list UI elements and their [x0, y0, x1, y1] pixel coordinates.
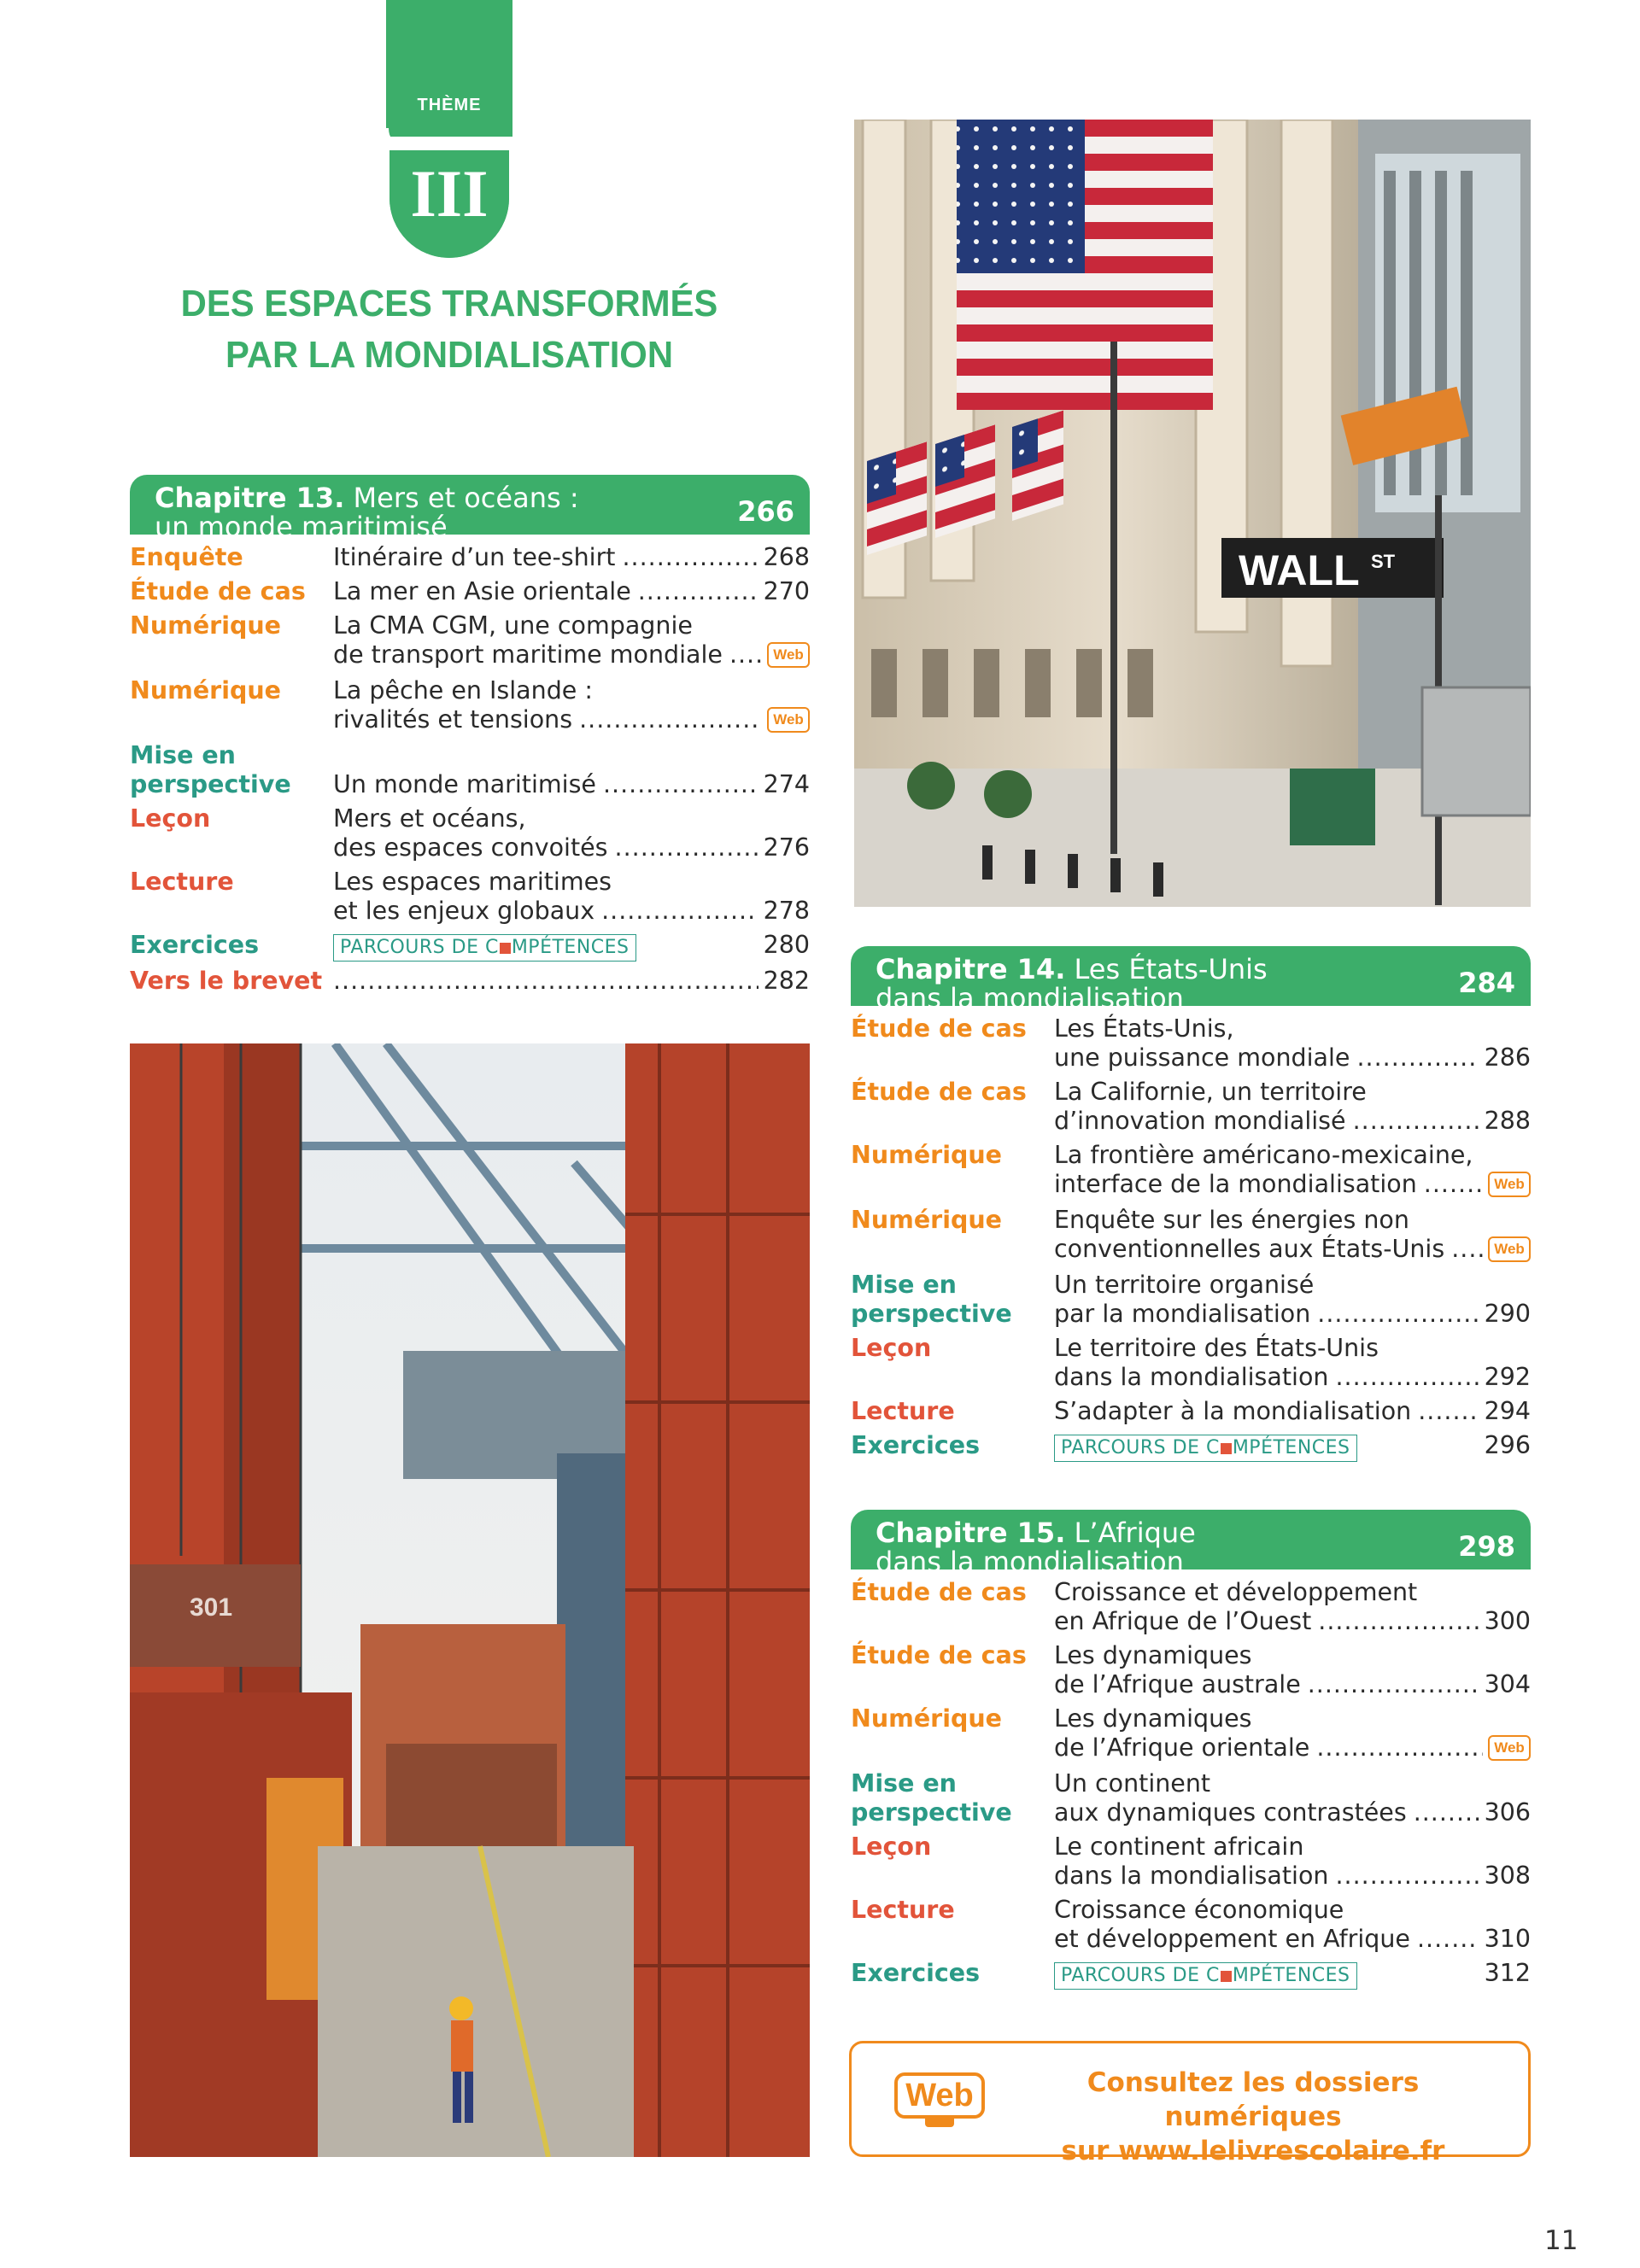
square-o-icon — [500, 943, 511, 954]
chapter-15-entries — [851, 1578, 1531, 1990]
toc-entry-title: d’innovation mondialisé — [1054, 1107, 1346, 1135]
toc-entry-page: 270 — [763, 577, 810, 605]
chapter-14-entries — [851, 1014, 1531, 1462]
toc-entry-text — [333, 577, 810, 606]
toc-entry-category: Numérique — [130, 676, 282, 704]
parcours-competences-badge[interactable] — [1054, 1435, 1357, 1462]
toc-entry-page: 280 — [763, 931, 810, 959]
wall-street-photo — [854, 120, 1531, 907]
toc-entry-text — [1054, 1141, 1531, 1201]
toc-entry[interactable] — [130, 804, 810, 862]
chapter-14-number: Chapitre 14. — [876, 953, 1066, 985]
parcours-label-start: PARCOURS DE C — [1061, 1965, 1220, 1986]
toc-entry-title-line: Croissance et développement — [1054, 1578, 1418, 1606]
toc-entry-category: Exercices — [130, 931, 260, 959]
toc-entry[interactable] — [851, 1833, 1531, 1891]
toc-entry[interactable] — [851, 1141, 1531, 1201]
toc-entry-title-line: Le territoire des États-Unis — [1054, 1334, 1379, 1362]
toc-entry-category: Exercices — [851, 1431, 981, 1459]
toc-entry-page: 300 — [1484, 1607, 1531, 1635]
page-number: 11 — [1544, 2225, 1578, 2256]
dot-leader — [1335, 1363, 1479, 1392]
toc-entry-category: Leçon — [130, 804, 211, 833]
web-box-line1: Consultez les dossiers numériques — [1086, 2067, 1420, 2132]
toc-entry-title: de transport maritime mondiale — [333, 640, 723, 669]
toc-entry-title-line: La CMA CGM, une compagnie — [333, 611, 693, 640]
dot-leader — [601, 897, 758, 926]
dot-leader — [333, 967, 758, 996]
toc-entry-page: 312 — [1484, 1959, 1531, 1987]
toc-entry-title-line: Croissance économique — [1054, 1896, 1344, 1924]
toc-entry-page: 274 — [763, 770, 810, 798]
toc-entry-title: rivalités et tensions — [333, 705, 573, 734]
toc-entry-category — [851, 1271, 1054, 1329]
toc-entry-category: Enquête — [130, 543, 243, 571]
dot-leader — [1316, 1733, 1483, 1762]
toc-entry-category-line: perspective — [130, 770, 291, 798]
toc-entry-page: 310 — [1484, 1925, 1531, 1953]
toc-entry-title: par la mondialisation — [1054, 1300, 1311, 1328]
web-icon[interactable]: Web — [1488, 1735, 1531, 1761]
web-box-link[interactable]: sur www.lelivrescolaire.fr — [1061, 2136, 1445, 2166]
toc-entry-page: 308 — [1484, 1862, 1531, 1890]
toc-entry-title: une puissance mondiale — [1054, 1043, 1350, 1072]
parcours-competences-badge[interactable] — [1054, 1962, 1357, 1990]
chapter-14 — [851, 946, 1531, 1467]
toc-entry-text — [333, 931, 810, 962]
toc-entry[interactable] — [851, 1397, 1531, 1426]
theme-title-line1: DES ESPACES TRANSFORMÉS — [180, 283, 718, 324]
toc-entry-title: et développement en Afrique — [1054, 1925, 1410, 1953]
toc-entry-title-line: Un territoire organisé — [1054, 1271, 1315, 1299]
toc-entry-page: 292 — [1484, 1363, 1531, 1391]
toc-entry[interactable] — [130, 868, 810, 926]
toc-entry-text — [333, 676, 810, 736]
port-container-number: 301 — [190, 1593, 233, 1622]
toc-entry[interactable] — [130, 611, 810, 671]
web-resources-box[interactable] — [849, 2041, 1531, 2166]
toc-entry[interactable] — [130, 741, 810, 799]
toc-entry-text — [333, 543, 810, 572]
dot-leader — [1424, 1170, 1483, 1199]
dot-leader — [1317, 1300, 1479, 1329]
chapter-13 — [130, 475, 810, 1001]
wall-street-sign-suffix: ST — [1371, 551, 1396, 572]
toc-entry[interactable] — [130, 577, 810, 606]
dot-leader — [1353, 1107, 1479, 1136]
dot-leader — [1356, 1043, 1479, 1073]
toc-entry-category: Leçon — [851, 1833, 932, 1861]
chapter-15-header[interactable] — [851, 1510, 1531, 1578]
toc-entry-category: Vers le brevet — [130, 967, 323, 995]
dot-leader — [1318, 1607, 1479, 1636]
toc-entry-page: 296 — [1484, 1431, 1531, 1459]
chapter-14-title: Les États-Unis — [1065, 953, 1268, 985]
dot-leader — [579, 705, 762, 734]
dot-leader — [1451, 1235, 1483, 1264]
toc-entry-category: Lecture — [851, 1397, 955, 1425]
toc-entry[interactable] — [851, 1206, 1531, 1266]
parcours-label-end: MPÉTENCES — [511, 937, 630, 958]
toc-entry-title: et les enjeux globaux — [333, 897, 595, 925]
web-icon[interactable]: Web — [767, 642, 810, 668]
toc-entry-text — [1054, 1896, 1531, 1954]
toc-entry-title: aux dynamiques contrastées — [1054, 1798, 1407, 1827]
toc-entry-category: Étude de cas — [851, 1578, 1027, 1606]
toc-entry-category: Numérique — [851, 1206, 1003, 1234]
toc-entry-text — [1054, 1271, 1531, 1329]
toc-entry-title: dans la mondialisation — [1054, 1862, 1329, 1890]
toc-entry-title-line: Les espaces maritimes — [333, 868, 612, 896]
toc-entry-category-line: Mise en — [851, 1271, 957, 1299]
toc-entry-category: Étude de cas — [851, 1078, 1027, 1106]
chapter-14-header[interactable] — [851, 946, 1531, 1014]
dot-leader — [729, 640, 762, 669]
web-monitor-icon — [894, 2072, 985, 2129]
chapter-13-number: Chapitre 13. — [155, 482, 345, 514]
toc-entry-title: dans la mondialisation — [1054, 1363, 1329, 1391]
toc-entry-category: Numérique — [851, 1704, 1003, 1733]
dot-leader — [1417, 1925, 1479, 1954]
toc-entry-title: Itinéraire d’un tee-shirt — [333, 543, 616, 571]
toc-entry-category: Numérique — [130, 611, 282, 640]
toc-entry-category: Leçon — [851, 1334, 932, 1362]
chapter-13-title: Mers et océans : — [344, 482, 579, 514]
toc-entry-title-line: Mers et océans, — [333, 804, 526, 833]
toc-entry-category — [851, 1769, 1054, 1827]
chapter-13-entries — [130, 543, 810, 996]
toc-entry-title: en Afrique de l’Ouest — [1054, 1607, 1312, 1635]
toc-entry-page: 286 — [1484, 1043, 1531, 1072]
square-o-icon — [1221, 1443, 1232, 1454]
parcours-label-end: MPÉTENCES — [1232, 1437, 1350, 1458]
toc-entry-title: des espaces convoités — [333, 833, 608, 862]
toc-entry-page: 290 — [1484, 1300, 1531, 1328]
toc-entry[interactable] — [851, 1078, 1531, 1136]
toc-entry[interactable] — [851, 1014, 1531, 1073]
toc-entry-page: 278 — [763, 897, 810, 925]
square-o-icon — [1221, 1971, 1232, 1982]
web-icon[interactable]: Web — [767, 707, 810, 733]
dot-leader — [622, 543, 758, 572]
toc-entry-title: Un monde maritimisé — [333, 770, 596, 798]
chapter-14-subtitle: dans la mondialisation — [876, 982, 1184, 1014]
web-box-message — [997, 2066, 1509, 2168]
toc-entry-text — [1054, 1769, 1531, 1827]
toc-entry-category: Lecture — [851, 1896, 955, 1924]
toc-entry[interactable] — [851, 1578, 1531, 1636]
chapter-15-page: 298 — [1458, 1530, 1515, 1563]
toc-entry[interactable] — [130, 931, 810, 962]
parcours-competences-badge[interactable] — [333, 934, 636, 962]
toc-entry[interactable] — [851, 1959, 1531, 1990]
toc-entry-text — [1054, 1833, 1531, 1891]
chapter-15 — [851, 1510, 1531, 1995]
toc-entry-category-line: Mise en — [130, 741, 236, 769]
toc-entry-category: Lecture — [130, 868, 234, 896]
toc-entry[interactable] — [130, 543, 810, 572]
toc-entry-page: 268 — [763, 543, 810, 571]
parcours-label-start: PARCOURS DE C — [1061, 1437, 1220, 1458]
toc-entry[interactable] — [851, 1271, 1531, 1329]
parcours-label-start: PARCOURS DE C — [340, 937, 499, 958]
toc-entry[interactable] — [851, 1641, 1531, 1699]
toc-entry-text — [333, 611, 810, 671]
toc-entry-text — [1054, 1334, 1531, 1392]
dot-leader — [1335, 1862, 1479, 1891]
toc-entry-text — [1054, 1397, 1531, 1426]
chapter-13-page: 266 — [737, 495, 794, 528]
theme-title-line2: PAR LA MONDIALISATION — [225, 334, 674, 376]
toc-entry[interactable] — [851, 1704, 1531, 1764]
dot-leader — [1418, 1397, 1479, 1426]
toc-entry-title: de l’Afrique orientale — [1054, 1733, 1310, 1762]
toc-entry-text — [1054, 1206, 1531, 1266]
toc-entry-page: 306 — [1484, 1798, 1531, 1827]
dot-leader — [1414, 1798, 1479, 1827]
toc-entry[interactable] — [130, 967, 810, 996]
toc-entry-category: Étude de cas — [851, 1641, 1027, 1669]
theme-number: III — [410, 156, 489, 231]
toc-entry-category-line: Mise en — [851, 1769, 957, 1797]
dot-leader — [638, 577, 758, 606]
toc-entry-text — [1054, 1578, 1531, 1636]
toc-entry-text — [333, 804, 810, 862]
chapter-15-subtitle: dans la mondialisation — [876, 1546, 1184, 1578]
toc-entry-title-line: La Californie, un territoire — [1054, 1078, 1367, 1106]
toc-entry-title: conventionnelles aux États-Unis — [1054, 1235, 1445, 1263]
chapter-13-header[interactable] — [130, 475, 810, 543]
chapter-15-number: Chapitre 15. — [876, 1517, 1066, 1549]
toc-entry-title: interface de la mondialisation — [1054, 1170, 1417, 1198]
dot-leader — [603, 770, 758, 799]
toc-entry-text — [1054, 1641, 1531, 1699]
toc-entry-title-line: La frontière américano-mexicaine, — [1054, 1141, 1473, 1169]
toc-entry-title-line: La pêche en Islande : — [333, 676, 593, 704]
toc-entry-category-line: perspective — [851, 1300, 1012, 1328]
toc-entry-title-line: Les dynamiques — [1054, 1641, 1252, 1669]
toc-entry-text — [1054, 1078, 1531, 1136]
toc-entry-page: 276 — [763, 833, 810, 862]
toc-entry[interactable] — [851, 1431, 1531, 1462]
toc-entry-page: 294 — [1484, 1397, 1531, 1425]
theme-label: THÈME — [417, 96, 482, 114]
toc-entry-category: Exercices — [851, 1959, 981, 1987]
toc-entry[interactable] — [851, 1334, 1531, 1392]
toc-entry-title: La mer en Asie orientale — [333, 577, 631, 605]
toc-entry-category — [130, 741, 333, 799]
theme-title — [128, 278, 770, 381]
toc-entry-category: Étude de cas — [130, 577, 306, 605]
chapter-15-title: L’Afrique — [1065, 1517, 1196, 1549]
parcours-label-end: MPÉTENCES — [1232, 1965, 1350, 1986]
toc-entry-category-line: perspective — [851, 1798, 1012, 1827]
toc-entry-category: Étude de cas — [851, 1014, 1027, 1043]
toc-entry[interactable] — [851, 1896, 1531, 1954]
toc-entry-title-line: Le continent africain — [1054, 1833, 1304, 1861]
toc-entry-page: 282 — [763, 967, 810, 995]
toc-entry-text — [333, 967, 810, 996]
port-photo — [130, 1043, 810, 2157]
toc-entry-page: 304 — [1484, 1670, 1531, 1698]
web-monitor-label: Web — [894, 2072, 985, 2119]
theme-tab — [386, 0, 512, 261]
toc-entry-title-line: Un continent — [1054, 1769, 1211, 1797]
toc-entry-category: Numérique — [851, 1141, 1003, 1169]
toc-entry-text — [1054, 1014, 1531, 1073]
toc-entry-text — [333, 741, 810, 799]
toc-entry-text — [1054, 1959, 1531, 1990]
wall-street-sign: WALL — [1239, 547, 1360, 594]
toc-entry[interactable] — [130, 676, 810, 736]
toc-entry-text — [333, 868, 810, 926]
toc-entry-text — [1054, 1704, 1531, 1764]
toc-entry-page: 288 — [1484, 1107, 1531, 1135]
web-icon[interactable]: Web — [1488, 1172, 1531, 1197]
toc-entry[interactable] — [851, 1769, 1531, 1827]
web-icon[interactable]: Web — [1488, 1236, 1531, 1262]
chapter-13-subtitle: un monde maritimisé — [155, 511, 448, 543]
toc-entry-title-line: Les dynamiques — [1054, 1704, 1252, 1733]
dot-leader — [615, 833, 758, 862]
dot-leader — [1308, 1670, 1479, 1699]
toc-entry-text — [1054, 1431, 1531, 1462]
toc-entry-title: de l’Afrique australe — [1054, 1670, 1301, 1698]
toc-entry-title: S’adapter à la mondialisation — [1054, 1397, 1412, 1425]
toc-entry-title-line: Les États-Unis, — [1054, 1014, 1234, 1043]
chapter-14-page: 284 — [1458, 967, 1515, 999]
toc-entry-title-line: Enquête sur les énergies non — [1054, 1206, 1409, 1234]
